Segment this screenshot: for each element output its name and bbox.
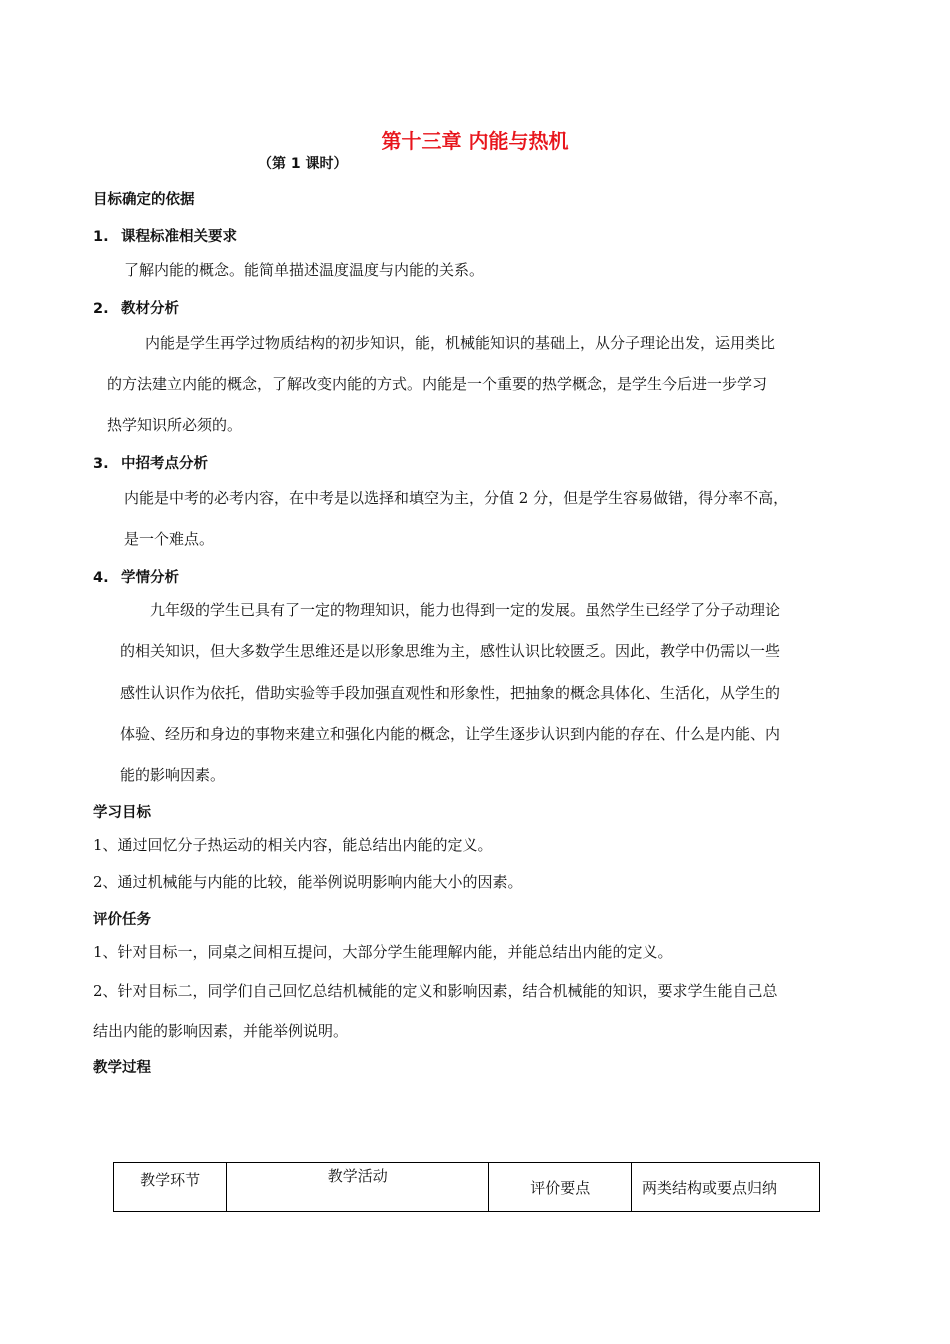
lesson-subtitle: （第 1 课时）	[258, 156, 348, 172]
section-line: 感性认识作为依托，借助实验等手段加强直观性和形象性，把抽象的概念具体化、生活化，从学生的	[120, 684, 781, 702]
page-title: 第十三章 内能与热机	[381, 129, 569, 153]
section-line: 的相关知识，但大多数学生思维还是以形象思维为主，感性认识比较匮乏。因此，教学中仍需以一些	[120, 642, 781, 660]
section-line: 是一个难点。	[124, 530, 215, 548]
objective-item: 2、通过机械能与内能的比较，能举例说明影响内能大小的因素。	[93, 873, 523, 891]
section-heading-curriculum: 1. 课程标准相关要求	[93, 229, 237, 245]
header-cell-summary: 两类结构或要点归纳	[632, 1163, 820, 1212]
evaluation-heading: 评价任务	[93, 912, 151, 928]
section-heading-learners: 4. 学情分析	[93, 570, 179, 586]
section-heading-textbook: 2. 教材分析	[93, 301, 179, 317]
basis-heading: 目标确定的依据	[93, 192, 195, 208]
evaluation-line: 结出内能的影响因素，并能举例说明。	[93, 1022, 349, 1040]
section-line: 了解内能的概念。能简单描述温度温度与内能的关系。	[124, 261, 485, 279]
objectives-heading: 学习目标	[93, 805, 151, 821]
header-cell-evaluation: 评价要点	[489, 1163, 632, 1212]
section-line: 内能是中考的必考内容，在中考是以选择和填空为主，分值 2 分，但是学生容易做错，得分率不高，	[124, 489, 789, 507]
process-heading: 教学过程	[93, 1060, 151, 1076]
evaluation-line: 1、针对目标一，同桌之间相互提问，大部分学生能理解内能，并能总结出内能的定义。	[93, 943, 673, 961]
section-line: 体验、经历和身边的事物来建立和强化内能的概念，让学生逐步认识到内能的存在、什么是内能、内	[120, 725, 781, 743]
evaluation-line: 2、针对目标二，同学们自己回忆总结机械能的定义和影响因素，结合机械能的知识，要求学生能自己总	[93, 982, 778, 1000]
table-header-row	[114, 1163, 820, 1212]
header-cell-stage: 教学环节	[114, 1163, 227, 1212]
section-line: 九年级的学生已具有了一定的物理知识，能力也得到一定的发展。虽然学生已经学了分子动理论	[150, 601, 781, 619]
section-heading-exam: 3. 中招考点分析	[93, 456, 208, 472]
section-line: 能的影响因素。	[120, 766, 226, 784]
section-line: 的方法建立内能的概念，了解改变内能的方式。内能是一个重要的热学概念，是学生今后进一步学习	[107, 375, 768, 393]
objective-item: 1、通过回忆分子热运动的相关内容，能总结出内能的定义。	[93, 836, 493, 854]
header-cell-activity: 教学活动	[227, 1163, 489, 1212]
teaching-process-table	[113, 1162, 820, 1212]
section-line: 热学知识所必须的。	[107, 416, 243, 434]
section-line: 内能是学生再学过物质结构的初步知识，能，机械能知识的基础上，从分子理论出发，运用类比	[145, 334, 776, 352]
